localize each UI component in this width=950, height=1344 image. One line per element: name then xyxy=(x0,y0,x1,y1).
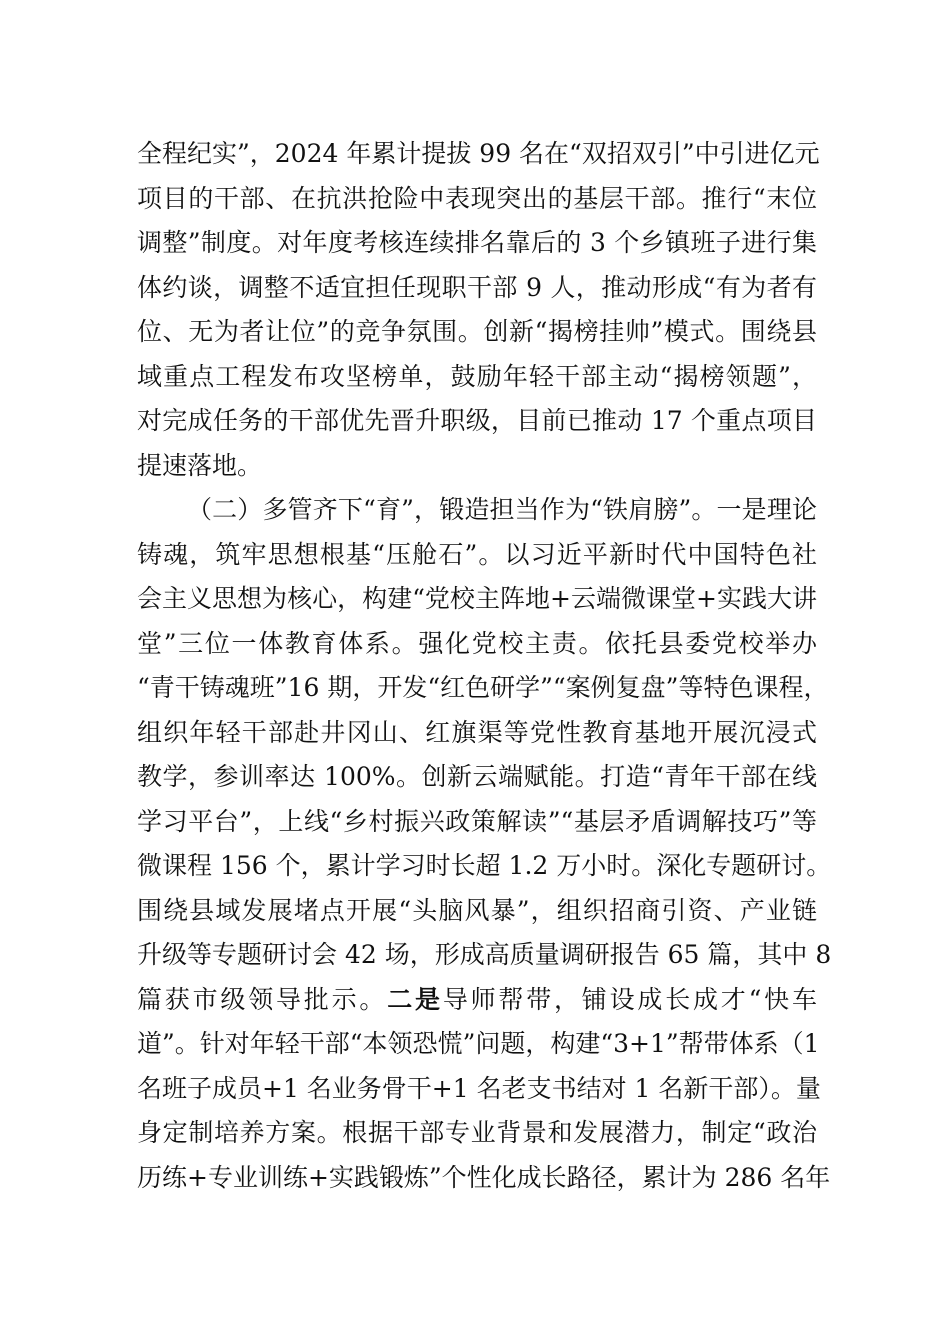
paragraph-2 xyxy=(137,488,832,1200)
text-segment: 篇获市级领导批示。 xyxy=(137,984,388,1014)
text-line: 教学，参训率达 100%。创新云端赋能。打造“青年干部在线 xyxy=(137,762,817,791)
text-line: 铸魂，筑牢思想根基“压舱石”。以习近平新时代中国特色社 xyxy=(137,539,817,569)
paragraph-1 xyxy=(137,132,820,488)
text-segment: 导师帮带，铺设成长成才“快车 xyxy=(442,984,817,1014)
text-line: 名班子成员+1 名业务骨干+1 名老支书结对 1 名新干部）。量 xyxy=(137,1073,821,1103)
text-line: 提速落地。 xyxy=(137,450,263,480)
text-line: 道”。针对年轻干部“本领恐慌”问题，构建“3+1”帮带体系（1 xyxy=(137,1029,820,1058)
text-line: 微课程 156 个，累计学习时长超 1.2 万小时。深化专题研讨。 xyxy=(137,851,832,880)
bold-marker: 二是 xyxy=(387,984,443,1014)
section-heading-line: （二）多管齐下“育”，锻造担当作为“铁肩膀”。一是理论 xyxy=(187,495,817,524)
text-line: “青干铸魂班”16 期，开发“红色研学”“案例复盘”等特色课程， xyxy=(137,673,829,702)
text-line: 学习平台”，上线“乡村振兴政策解读”“基层矛盾调解技巧”等 xyxy=(137,806,817,836)
text-line: 堂”三位一体教育体系。强化党校主责。依托县委党校举办 xyxy=(137,628,817,658)
text-line: 体约谈，调整不适宜担任现职干部 9 人，推动形成“有为者有 xyxy=(137,272,817,302)
text-line: 围绕县域发展堵点开展“头脑风暴”，组织招商引资、产业链 xyxy=(137,895,817,925)
text-line: 会主义思想为核心，构建“党校主阵地+云端微课堂+实践大讲 xyxy=(137,584,817,613)
text-line: 升级等专题研讨会 42 场，形成高质量调研报告 65 篇，其中 8 xyxy=(137,940,832,969)
text-line: 域重点工程发布攻坚榜单，鼓励年轻干部主动“揭榜领题”， xyxy=(137,361,817,391)
text-line: 调整”制度。对年度考核连续排名靠后的 3 个乡镇班子进行集 xyxy=(137,228,817,257)
body-text xyxy=(137,132,832,1200)
text-line: 组织年轻干部赴井冈山、红旗渠等党性教育基地开展沉浸式 xyxy=(137,717,817,747)
text-line: 全程纪实”，2024 年累计提拔 99 名在“双招双引”中引进亿元 xyxy=(137,139,820,168)
text-line: 项目的干部、在抗洪抢险中表现突出的基层干部。推行“末位 xyxy=(137,183,817,213)
text-line: 历练+专业训练+实践锻炼”个性化成长路径，累计为 286 名年 xyxy=(137,1162,831,1192)
text-line: 位、无为者让位”的竞争氛围。创新“揭榜挂帅”模式。围绕县 xyxy=(137,317,817,346)
text-line-with-bold xyxy=(137,978,817,1023)
text-line: 身定制培养方案。根据干部专业背景和发展潜力，制定“政治 xyxy=(137,1118,817,1147)
text-line: 对完成任务的干部优先晋升职级，目前已推动 17 个重点项目 xyxy=(137,406,817,435)
